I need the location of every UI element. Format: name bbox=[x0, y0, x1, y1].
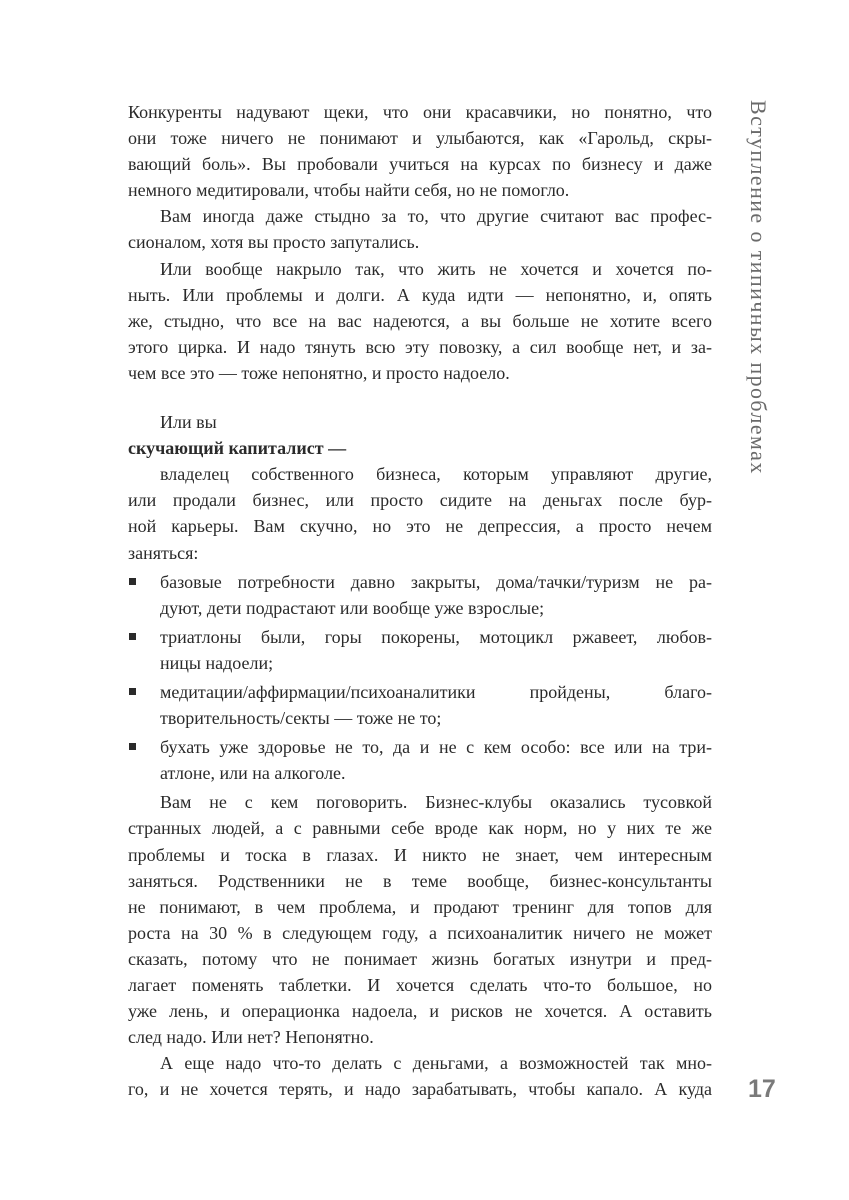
square-bullet-icon bbox=[129, 743, 136, 750]
square-bullet-icon bbox=[129, 688, 136, 695]
text-line: странных людей, а с равными себе вроде как норм, но у них те же bbox=[128, 818, 712, 839]
text-line: Вам не с кем поговорить. Бизнес-клубы оказались тусовкой bbox=[160, 792, 712, 813]
square-bullet-icon bbox=[129, 578, 136, 585]
text-line: дуют, дети подрастают или вообще уже взрослые; bbox=[160, 597, 545, 618]
text-line: триатлоны были, горы покорены, мотоцикл ржавеет, любов- bbox=[160, 626, 712, 647]
text-line: проблемы и тоска в глазах. И никто не знает, чем интересным bbox=[128, 844, 712, 865]
text-line: ницы надоели; bbox=[160, 652, 274, 673]
paragraph-1 bbox=[128, 99, 712, 203]
text-line: чем все это — тоже непонятно, и просто надоело. bbox=[128, 362, 510, 383]
text-line: А еще надо что-то делать с деньгами, а возможностей так мно- bbox=[160, 1053, 712, 1074]
text-line: го, и не хочется терять, и надо зарабатывать, чтобы капало. А куда bbox=[128, 1079, 712, 1100]
intro-line: Или вы bbox=[160, 412, 217, 433]
text-line: заняться: bbox=[128, 542, 199, 563]
paragraph-3 bbox=[128, 256, 712, 386]
text-line: ной карьеры. Вам скучно, но это не депрессия, а просто нечем bbox=[128, 516, 712, 537]
text-line: роста на 30 % в следующем году, а психоаналитик ничего не может bbox=[128, 922, 712, 943]
body-text bbox=[128, 99, 712, 1102]
paragraph-5 bbox=[128, 789, 712, 1050]
square-bullet-icon bbox=[129, 633, 136, 640]
text-line: же, стыдно, что все на вас надеются, а вы больше не хотите всего bbox=[128, 310, 712, 331]
section-heading: скучающий капиталист — bbox=[128, 438, 347, 459]
paragraph-6 bbox=[128, 1050, 712, 1102]
paragraph-4 bbox=[128, 461, 712, 565]
text-line: медитации/аффирмации/психоаналитики пройдены, благо- bbox=[160, 681, 712, 702]
text-line: Конкуренты надувают щеки, что они красавчики, но понятно, что bbox=[128, 102, 712, 122]
text-line: вающий боль». Вы пробовали учиться на курсах по бизнесу и даже bbox=[128, 154, 712, 175]
text-line: творительность/секты — тоже не то; bbox=[160, 708, 442, 729]
text-line: базовые потребности давно закрыты, дома/тачки/туризм не ра- bbox=[160, 571, 712, 592]
text-line: немного медитировали, чтобы найти себя, но не помогло. bbox=[128, 180, 570, 201]
list-item bbox=[128, 734, 712, 786]
page-number: 17 bbox=[748, 1075, 776, 1103]
text-line: атлоне, или на алкоголе. bbox=[160, 763, 346, 784]
text-line: Или вообще накрыло так, что жить не хочется и хочется по- bbox=[160, 258, 712, 279]
text-line: бухать уже здоровье не то, да и не с кем особо: все или на три- bbox=[160, 737, 712, 758]
text-line: Вам иногда даже стыдно за то, что другие считают вас профес- bbox=[160, 206, 712, 227]
text-line: уже лень, и операционка надоела, и рисков не хочется. А оставить bbox=[128, 1001, 712, 1022]
text-line: ныть. Или проблемы и долги. А куда идти — непонятно, и, опять bbox=[128, 284, 712, 305]
running-head: Вступление о типичных проблемах bbox=[746, 100, 771, 475]
list-item bbox=[128, 569, 712, 621]
text-line: сказать, потому что не понимает жизнь богатых изнутри и пред- bbox=[128, 948, 712, 969]
text-line: они тоже ничего не понимают и улыбаются, как «Гарольд, скры- bbox=[128, 128, 712, 149]
list-item bbox=[128, 679, 712, 731]
text-line: этого цирка. И надо тянуть всю эту повозку, а сил вообще нет, и за- bbox=[128, 336, 712, 357]
bullet-list bbox=[128, 569, 712, 787]
paragraph-2 bbox=[128, 203, 712, 255]
text-line: заняться. Родственники не в теме вообще, бизнес-консультанты bbox=[128, 870, 712, 891]
text-line: лагает поменять таблетки. И хочется сделать что-то большое, но bbox=[128, 975, 712, 995]
text-line: владелец собственного бизнеса, которым управляют другие, bbox=[160, 464, 712, 485]
list-item bbox=[128, 624, 712, 676]
text-line: сионалом, хотя вы просто запутались. bbox=[128, 232, 420, 253]
text-line: след надо. Или нет? Непонятно. bbox=[128, 1027, 374, 1048]
text-line: или продали бизнес, или просто сидите на деньгах после бур- bbox=[128, 490, 712, 511]
text-line: не понимают, в чем проблема, и продают тренинг для топов для bbox=[128, 896, 712, 917]
